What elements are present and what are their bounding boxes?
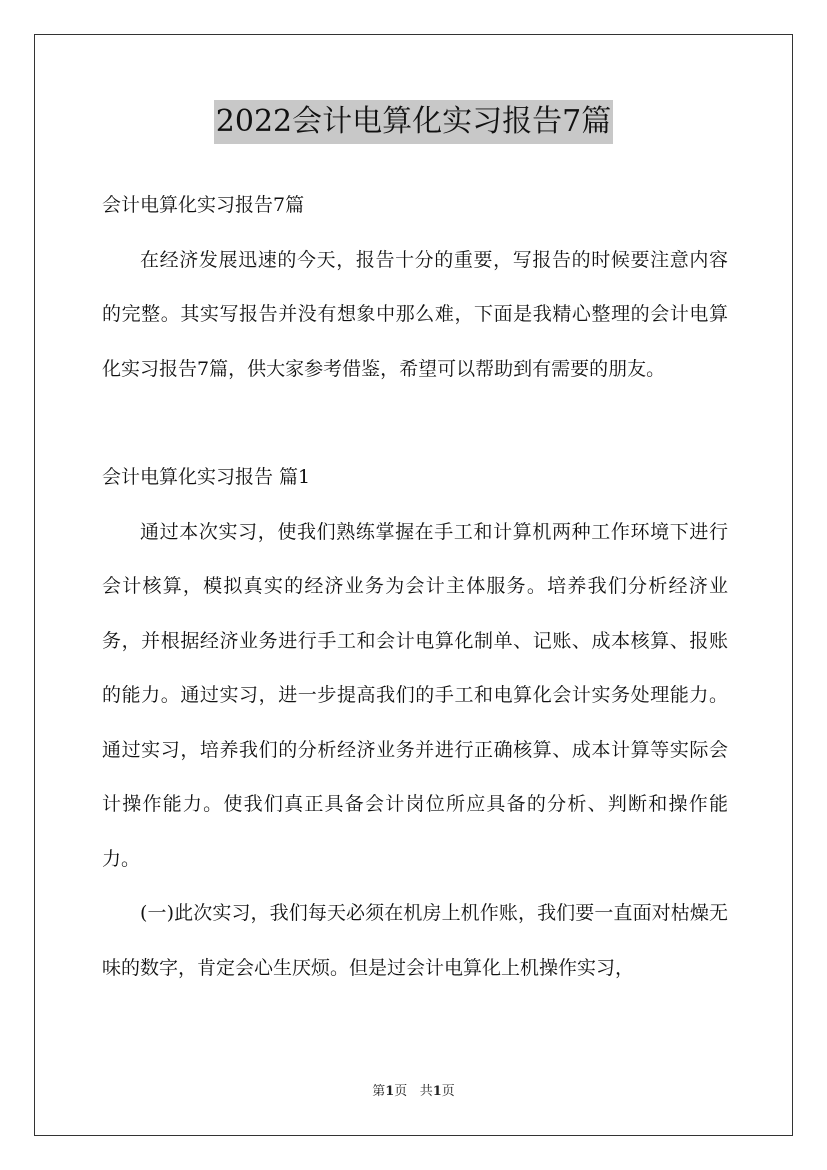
- document-body: [102, 178, 728, 995]
- intro-paragraph: 在经济发展迅速的今天，报告十分的重要，写报告的时候要注意内容的完整。其实写报告并没有想象中那么难，下面是我精心整理的会计电算化实习报告7篇，供大家参考借鉴，希望可以帮助到有需要的朋友。: [102, 248, 728, 380]
- page-number: 1: [385, 1084, 395, 1099]
- document-subtitle: 会计电算化实习报告7篇: [102, 194, 305, 216]
- title-container: [0, 100, 827, 144]
- page-label-suffix: 页: [394, 1084, 408, 1099]
- section-heading: 会计电算化实习报告 篇1: [102, 466, 311, 488]
- total-label-suffix: 页: [441, 1084, 455, 1099]
- total-pages: 1: [432, 1084, 442, 1099]
- page-footer: [0, 1083, 827, 1101]
- body-paragraph: 通过本次实习，使我们熟练掌握在手工和计算机两种工作环境下进行会计核算，模拟真实的经济业务为会计主体服务。培养我们分析经济业务，并根据经济业务进行手工和会计电算化制单、记账、成本核算、报账的能力。通过实习，进一步提高我们的手工和电算化会计实务处理能力。通过实习，培养我们的分析经济业务并进行正确核算、成本计算等实际会计操作能力。使我们真正具备会计岗位所应具备的分析、判断和操作能力。: [102, 520, 728, 870]
- total-label-prefix: 共: [419, 1084, 433, 1099]
- page-label-prefix: 第: [372, 1084, 386, 1099]
- document-title: 2022会计电算化实习报告7篇: [214, 100, 613, 144]
- body-paragraph: (一)此次实习，我们每天必须在机房上机作账，我们要一直面对枯燥无味的数字，肯定会心生厌烦。但是过会计电算化上机操作实习，: [102, 902, 728, 979]
